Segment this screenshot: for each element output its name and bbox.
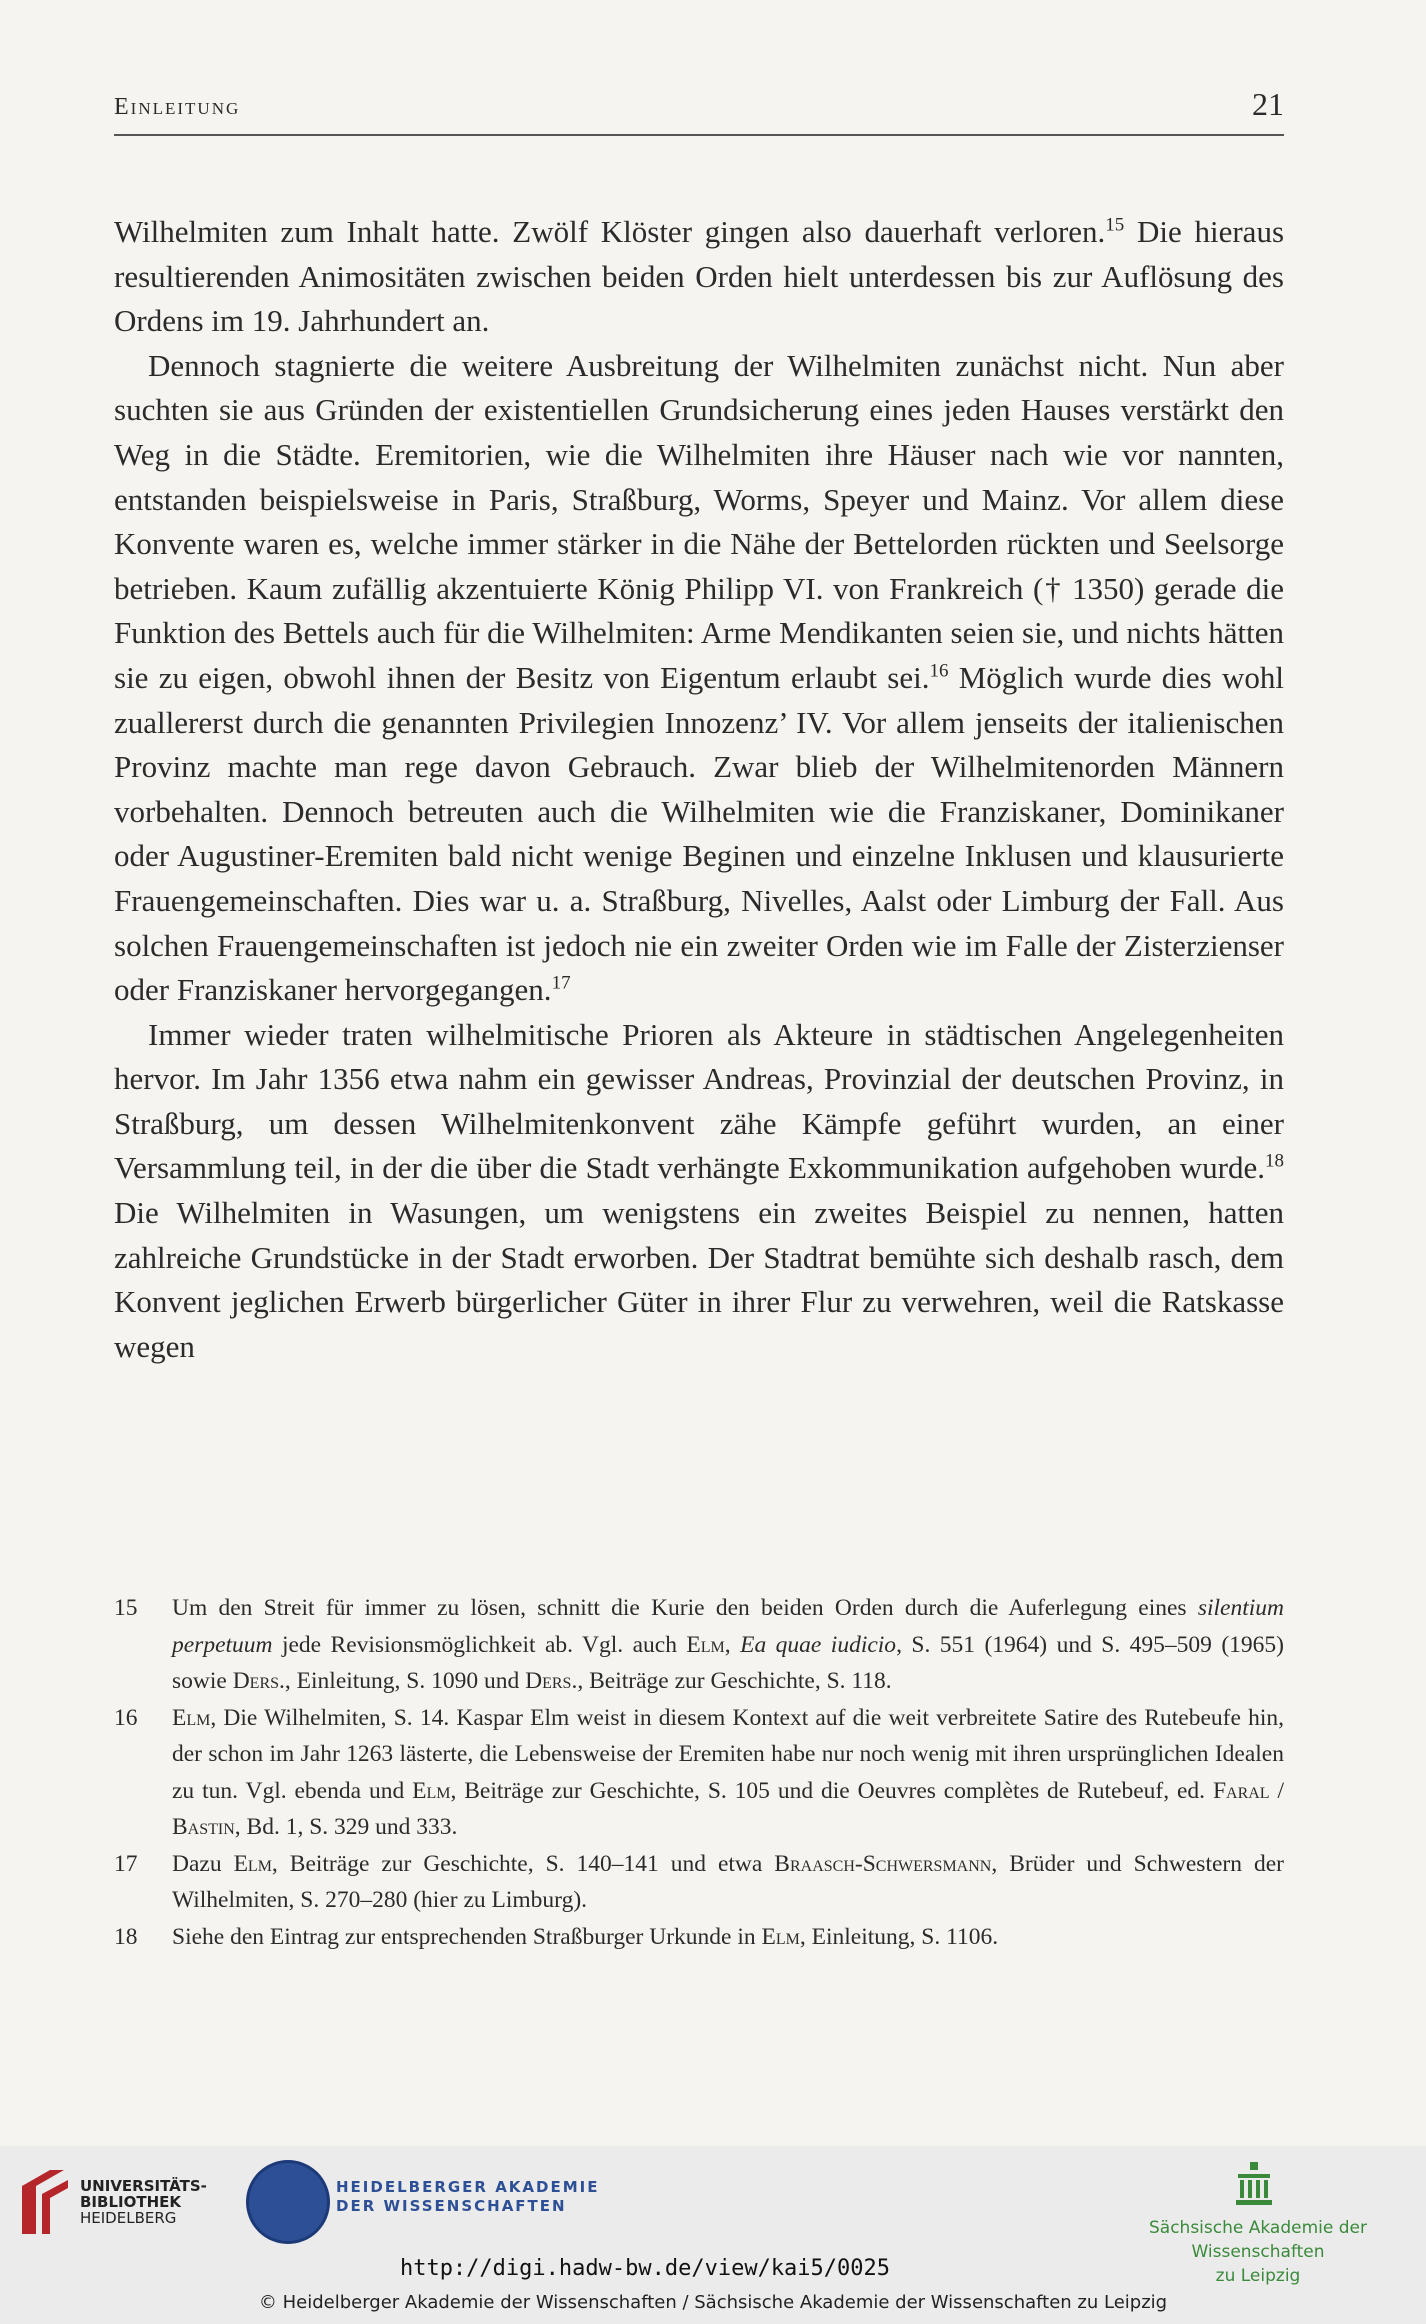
footnotes [114, 1590, 1284, 1955]
footnote-ref-16[interactable]: 16 [929, 660, 949, 682]
footnote-number: 15 [114, 1595, 138, 1621]
footnote-16 [114, 1700, 1284, 1846]
footnote-15 [114, 1590, 1284, 1700]
page-number: 21 [1252, 86, 1284, 122]
ub-heidelberg-name: UNIVERSITÄTS- BIBLIOTHEK HEIDELBERG [80, 2177, 207, 2227]
footnote-text: Um den Streit für immer zu lösen, schnitt die Kurie den beiden Orden durch die Auferlegung eines silentium perpetuum jede Revisionsmöglichkeit ab. Vgl. auch Elm, Ea quae iudicio, S. 551 (1964) und S. 495–509 (1965) sowie Ders., Einleitung, S. 1090 und Ders., Beiträge zur Geschichte, S. 118. [172, 1595, 1285, 1694]
footnote-17 [114, 1846, 1284, 1919]
footnote-number: 18 [114, 1923, 138, 1950]
footnote-ref-18[interactable]: 18 [1265, 1151, 1284, 1173]
copyright-notice: © Heidelberger Akademie der Wissenschaften / Sächsische Akademie der Wissenschaften zu Leipzig [258, 2292, 1168, 2313]
running-title: Einleitung [114, 94, 241, 120]
running-head [114, 84, 1284, 136]
hadw-name: HEIDELBERGER AKADEMIE DER WISSENSCHAFTEN [336, 2178, 600, 2215]
footnote-number: 17 [114, 1850, 138, 1877]
paragraph: Dennoch stagnierte die weitere Ausbreitung der Wilhelmiten zunächst nicht. Nun aber suchten sie aus Gründen der existentiellen Grundsicherung eines jeden Hauses verstärkt den Weg in die Städte. Eremitorien, wie die Wilhelmiten ihre Häuser nach wie vor nannten, entstanden beispielsweise in Paris, Straßburg, Worms, Speyer und Mainz. Vor allem diese Konvente waren es, welche immer stärker in die Nähe der Bettelorden rückten und Seelsorge betrieben. Kaum zufällig akzentuierte König Philipp VI. von Frankreich († 1350) gerade die Funktion des Bettels auch für die Wilhelmiten: Arme Mendikanten seien sie, und nichts hätten sie zu eigen, obwohl ihnen der Besitz von Eigentum erlaubt sei.$^{16}$ Möglich wurde dies wohl zuallererst durch die genannten Privilegien Innozenz’ IV. Vor allem jenseits der italienischen Provinz machte man rege davon Gebrauch. Zwar blieb der Wilhelmitenorden Männern vorbehalten. Dennoch betreuten auch die Wilhelmiten wie die Franziskaner, Dominikaner oder Augustiner-Eremiten bald nicht wenige Beginen und einzelne Inklusen und klausurierte Frauengemeinschaften. Dies war u. a. Straßburg, Nivelles, Aalst oder Limburg der Fall. Aus solchen Frauengemeinschaften ist jedoch nie ein zweiter Orden wie im Falle der Zisterzienser oder Franziskaner hervorgegangen.$^{17}$ [114, 347, 1284, 1008]
footnote-number: 16 [114, 1704, 138, 1731]
main-text [114, 210, 1284, 1369]
saw-leipzig-name: Sächsische Akademie der Wissenschaften zu Leipzig [1149, 2218, 1367, 2286]
footnote-text: Elm, Die Wilhelmiten, S. 14. Kaspar Elm weist in diesem Kontext auf die weit verbreitete Satire des Rutebeufe hin, der schon im Jahr 1263 lästerte, die Lebensweise der Eremiten habe nur noch wenig mit ihren ursprünglichen Idealen zu tun. Vgl. ebenda und Elm, Beiträge zur Geschichte, S. 105 und die Oeuvres complètes de Rutebeuf, ed. Faral / Bastin, Bd. 1, S. 329 und 333. [172, 1704, 1285, 1840]
paragraph: Immer wieder traten wilhelmitische Prioren als Akteure in städtischen Angelegenheiten hervor. Im Jahr 1356 etwa nahm ein gewisser Andreas, Provinzial der deutschen Provinz, in Straßburg, um dessen Wilhelmitenkonvent zähe Kämpfe geführt wurden, an einer Versammlung teil, in der die über die Stadt verhängte Exkommunikation aufgehoben wurde.$^{18}$ Die Wilhelmiten in Wasungen, um wenigstens ein zweites Beispiel zu nennen, hatten zahlreiche Grundstücke in der Stadt erworben. Der Stadtrat bemühte sich deshalb rasch, dem Konvent jeglichen Erwerb bürgerlicher Güter in ihrer Flur zu verwehren, weil die Ratskasse wegen [114, 1016, 1284, 1364]
footnote-text: Dazu Elm, Beiträge zur Geschichte, S. 140–141 und etwa Braasch-Schwersmann, Brüder und Schwestern der Wilhelmiten, S. 270–280 (hier zu Limburg). [172, 1850, 1284, 1913]
hadw-seal-icon[interactable] [246, 2160, 330, 2244]
footnote-ref-15[interactable]: 15 [1105, 214, 1125, 236]
footnote-ref-17[interactable]: 17 [551, 972, 571, 994]
saw-leipzig-logo-icon[interactable] [1236, 2162, 1272, 2206]
paragraph: Wilhelmiten zum Inhalt hatte. Zwölf Klöster gingen also dauerhaft verloren.$^{15}$ Die hieraus resultierenden Animositäten zwischen beiden Orden hielt unterdessen bis zur Auflösung des Ordens im 19. Jahrhundert an. [114, 214, 1285, 339]
footnote-text: Siehe den Eintrag zur entsprechenden Straßburger Urkunde in Elm, Einleitung, S. 1106. [172, 1923, 999, 1950]
footnote-18 [114, 1919, 1284, 1956]
permalink-url[interactable]: http://digi.hadw-bw.de/view/kai5/0025 [399, 2256, 891, 2281]
digitization-footer [0, 2146, 1426, 2324]
ub-heidelberg-logo-icon[interactable] [14, 2164, 72, 2240]
